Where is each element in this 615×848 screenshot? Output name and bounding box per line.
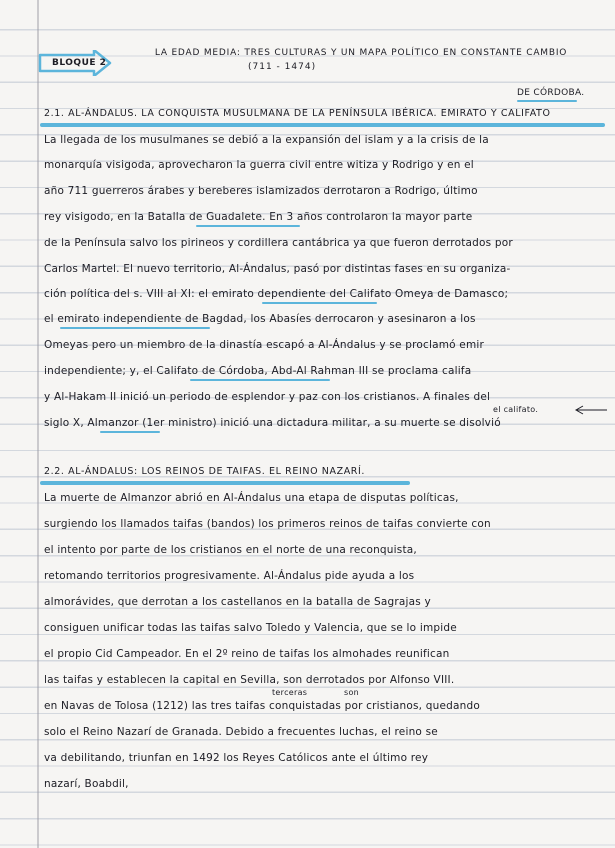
- highlight-mark: [196, 225, 300, 227]
- text-line: de la Península salvo los pirineos y cordillera cantábrica ya que fueron derrotados por: [44, 237, 513, 249]
- note-above: el califato.: [493, 405, 539, 414]
- text-line: surgiendo los llamados taifas (bandos) los primeros reinos de taifas convierte con: [44, 518, 491, 530]
- text-line: La muerte de Almanzor abrió en Al-Ándalus una etapa de disputas políticas,: [44, 492, 459, 504]
- bloque-label: BLOQUE 2: [52, 58, 107, 68]
- text-line: ción política del s. VIII al XI: el emirato dependiente del Califato Omeya de Damasco;: [44, 288, 509, 300]
- text-line: independiente; y, el Califato de Córdoba, Abd-Al Rahman III se proclama califa: [44, 365, 472, 377]
- text-line: consiguen unificar todas las taifas salvo Toledo y Valencia, que se lo impide: [44, 622, 457, 634]
- arrow-left-icon: [573, 405, 609, 415]
- title-extra-underline: [517, 100, 577, 102]
- text-line: las taifas y establecen la capital en Sevilla, son derrotados por Alfonso VIII.: [44, 674, 455, 686]
- text-line: La llegada de los musulmanes se debió a la expansión del islam y a la crisis de la: [44, 134, 489, 146]
- highlight-mark: [60, 327, 210, 329]
- insert-note: terceras: [272, 688, 308, 697]
- page-title: LA EDAD MEDIA: TRES CULTURAS Y UN MAPA POLÍTICO EN CONSTANTE CAMBIO: [154, 48, 568, 58]
- text-line: el propio Cid Campeador. En el 2º reino de taifas los almohades reunifican: [44, 648, 450, 660]
- margin-line: [37, 0, 39, 848]
- section1-title-underline: [40, 123, 605, 127]
- section1-title: 2.1. AL-ÁNDALUS. LA CONQUISTA MUSULMANA DE LA PENÍNSULA IBÉRICA. EMIRATO Y CALIFATO: [44, 108, 551, 119]
- text-line: siglo X, Almanzor (1er ministro) inició una dictadura militar, a su muerte se disolvió: [44, 417, 501, 429]
- text-line: y Al-Hakam II inició un periodo de esplendor y paz con los cristianos. A finales del: [44, 391, 491, 403]
- section2-title-underline: [40, 481, 410, 485]
- text-line: almorávides, que derrotan a los castellanos en la batalla de Sagrajas y: [44, 596, 431, 608]
- text-line: nazarí, Boabdil,: [44, 778, 129, 790]
- text-line: va debilitando, triunfan en 1492 los Reyes Católicos ante el último rey: [44, 752, 429, 764]
- text-line: el emirato independiente de Bagdad, los Abasíes derrocaron y asesinaron a los: [44, 313, 476, 325]
- page-dates: (711 - 1474): [248, 62, 317, 72]
- text-line: rey visigodo, en la Batalla de Guadalete. En 3 años controlaron la mayor parte: [44, 211, 473, 223]
- insert-note: son: [344, 688, 360, 697]
- text-line: Carlos Martel. El nuevo territorio, Al-Ándalus, pasó por distintas fases en su organiza-: [44, 263, 511, 275]
- highlight-mark: [262, 302, 377, 304]
- header: [38, 44, 598, 88]
- section1-title-extra: DE CÓRDOBA.: [517, 88, 585, 98]
- text-line: año 711 guerreros árabes y bereberes islamizados derrotaron a Rodrigo, último: [44, 185, 478, 197]
- text-line: retomando territorios progresivamente. Al-Ándalus pide ayuda a los: [44, 570, 415, 582]
- text-line: en Navas de Tolosa (1212) las tres taifas conquistadas por cristianos, quedando: [44, 700, 480, 712]
- text-line: Omeyas pero un miembro de la dinastía escapó a Al-Ándalus y se proclamó emir: [44, 339, 485, 351]
- section2-title: 2.2. AL-ÁNDALUS: LOS REINOS DE TAIFAS. EL REINO NAZARÍ.: [44, 466, 366, 477]
- text-line: monarquía visigoda, aprovecharon la guerra civil entre witiza y Rodrigo y en el: [44, 159, 474, 171]
- text-line: solo el Reino Nazarí de Granada. Debido a frecuentes luchas, el reino se: [44, 726, 438, 738]
- text-line: el intento por parte de los cristianos en el norte de una reconquista,: [44, 544, 417, 556]
- highlight-mark: [190, 379, 330, 381]
- highlight-mark: [100, 431, 160, 433]
